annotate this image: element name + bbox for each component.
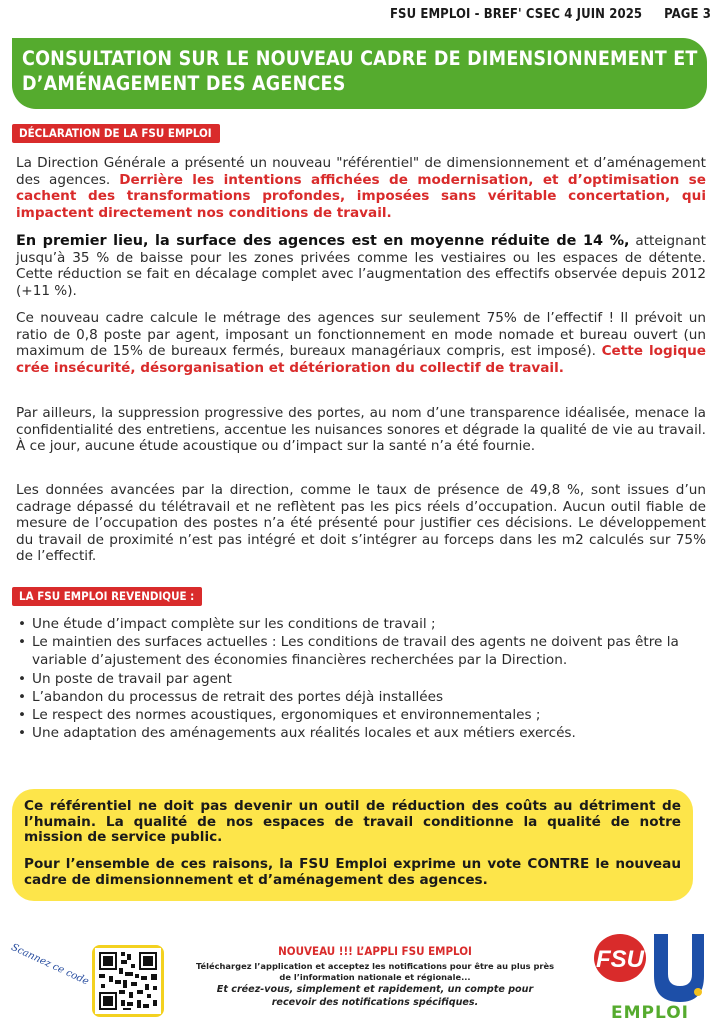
list-item: • Une adaptation des aménagements aux réalités locales et aux métiers exercés. [18, 725, 576, 742]
paragraph-intro: La Direction Générale a présenté un nouveau "référentiel" de dimensionnement et d’aménagement des agences. Derrière les intentions affichées de modernisation, et d’optimisation se cachent des transformations profondes, imposées sans véritable concertation, qui impactent directement nos conditions de travail. [16, 155, 706, 221]
paragraph-doors: Par ailleurs, la suppression progressive des portes, au nom d’une transparence idéalisée, menace la confidentialité des entretiens, accentue les nuisances sonores et dégrade la qualité de vie au travail. À ce jour, aucune étude acoustique ou d’impact sur la santé n’a été fournie. [16, 405, 706, 454]
app-promo-text: Téléchargez l’application et acceptez les notifications pour être au plus près de l’information nationale et régionale... [195, 961, 555, 982]
paragraph-ratio: Ce nouveau cadre calcule le métrage des agences sur seulement 75% de l’effectif ! Il prévoit un ratio de 0,8 poste par agent, imposant un fonctionnement en mode nomade et bureau ouvert (un maximum de 15% de bureaux fermés, bureaux managériaux compris, est imposé). Cette logique crée insécurité, désorganisation et détérioration du collectif de travail. [16, 310, 706, 376]
list-item: • Le respect des normes acoustiques, ergonomiques et environnementales ; [18, 707, 541, 724]
header-title: FSU EMPLOI - BREF' CSEC 4 JUIN 2025 [389, 7, 643, 22]
claims-list [16, 615, 704, 742]
fsu-emploi-logo [592, 930, 708, 1022]
conclusion-paragraph: Ce référentiel ne doit pas devenir un outil de réduction des coûts au détriment de l’humain. La qualité de nos espaces de travail conditionne la qualité de notre mission de service public. [24, 798, 681, 845]
paragraph-surface: En premier lieu, la surface des agences est en moyenne réduite de 14 %, atteignant jusqu’à 35 % de baisse pour les zones privées comme les vestiaires ou les espaces de détente. Cette réduction se fait en décalage complet avec l’augmentation des effectifs observée depuis 2012 (+11 %). [16, 233, 706, 299]
bullet-icon: • [18, 634, 27, 651]
list-item: • Un poste de travail par agent [18, 670, 232, 687]
bullet-icon: • [18, 707, 27, 724]
paragraph-data: Les données avancées par la direction, comme le taux de présence de 49,8 %, sont issues d’un cadrage dépassé du télétravail et ne reflètent pas les pics réels d’occupation. Aucun outil fiable de mesure de l’occupation des postes n’a été présenté pour justifier ces décisions. Le développement du travail de proximité n’est pas intégré et doit s’intégrer au forceps dans les m2 calculés sur 75% de l’effectif. [16, 482, 706, 564]
page-title: CONSULTATION SUR LE NOUVEAU CADRE DE DIMENSIONNEMENT ET D’AMÉNAGEMENT DES AGENCES [22, 47, 698, 95]
page-number: PAGE 3 [664, 7, 711, 22]
list-item: • Le maintien des surfaces actuelles : Les conditions de travail des agents ne doivent pas être la variable d’ajustement des économies financières recherchées par la Direction. [18, 634, 679, 669]
section-label-claims: LA FSU EMPLOI REVENDIQUE : [12, 587, 202, 606]
svg-text:FSU: FSU [596, 946, 644, 973]
bullet-icon: • [18, 670, 27, 687]
qr-code-icon [95, 948, 161, 1014]
section-label-declaration: DÉCLARATION DE LA FSU EMPLOI [12, 124, 220, 143]
qr-code[interactable] [92, 945, 164, 1017]
bullet-icon: • [18, 616, 27, 632]
app-promo-cta: Et créez-vous, simplement et rapidement, un compte pour recevoir des notifications spécifiques. [216, 984, 534, 1008]
vote-paragraph: Pour l’ensemble de ces raisons, la FSU Emploi exprime un vote CONTRE le nouveau cadre de dimensionnement et d’aménagement des agences. [24, 856, 681, 888]
bullet-icon: • [18, 725, 27, 742]
page-header [390, 7, 711, 22]
bullet-icon: • [18, 688, 27, 705]
conclusion-box [12, 789, 693, 901]
fsu-logo-icon [592, 930, 708, 1022]
list-item: • Une étude d’impact complète sur les conditions de travail ; [18, 616, 436, 632]
app-promo-title: NOUVEAU !!! L’APPLI FSU EMPLOI [278, 944, 472, 958]
scan-hint: Scannez ce code [9, 942, 91, 988]
title-banner [12, 38, 707, 109]
svg-text:EMPLOI: EMPLOI [611, 1003, 689, 1022]
list-item: • L’abandon du processus de retrait des portes déjà installées [18, 688, 444, 705]
